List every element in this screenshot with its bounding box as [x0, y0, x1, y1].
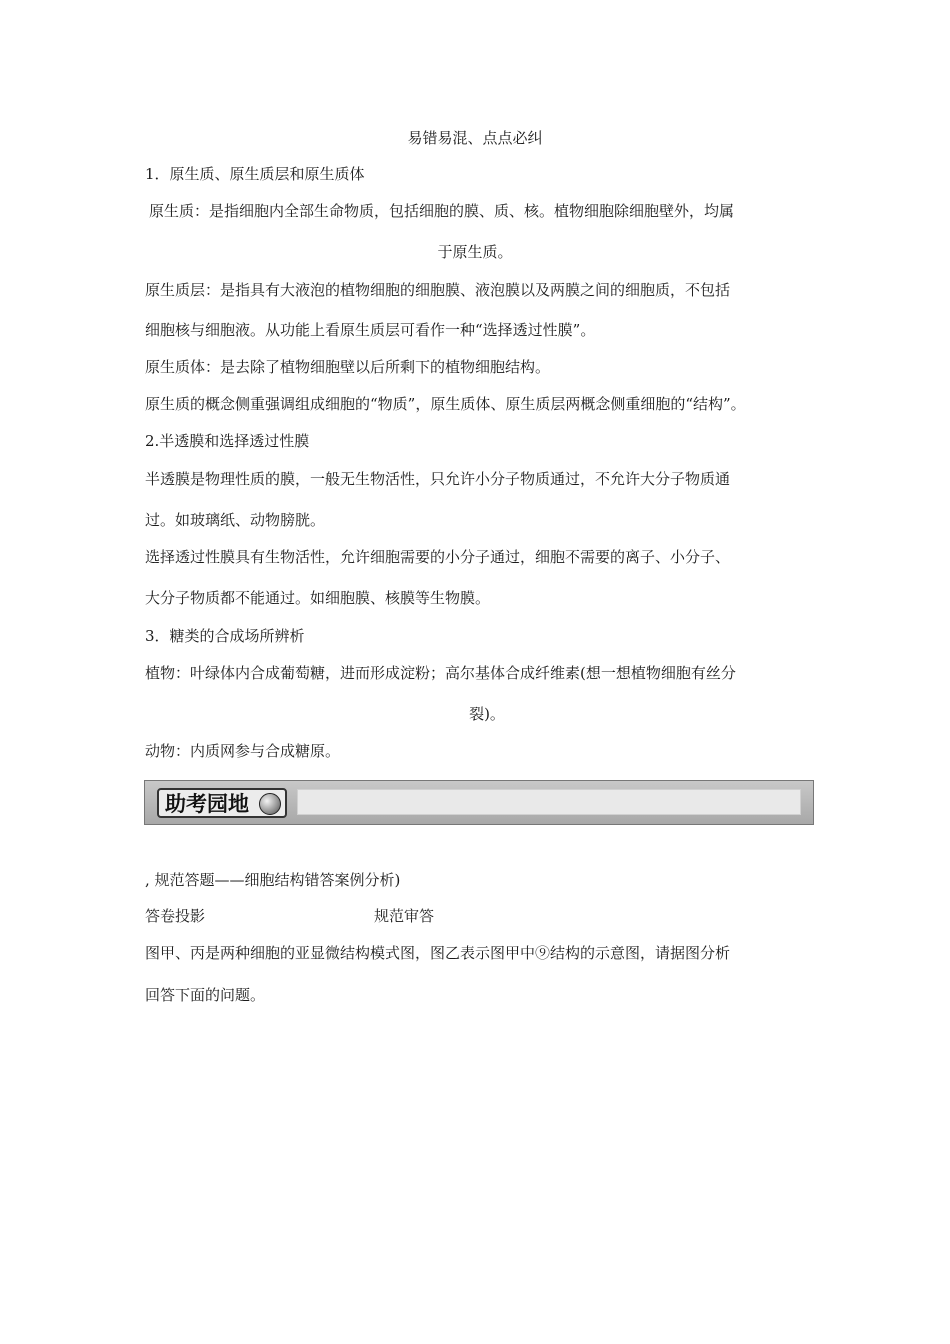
- protoplast-definition: 原生质体：是去除了植物细胞壁以后所剩下的植物细胞结构。: [145, 358, 551, 376]
- sphere-icon: [259, 793, 281, 815]
- section-2-heading: 2.半透膜和选择透过性膜: [145, 432, 310, 450]
- selective-membrane-text: 选择透过性膜具有生物活性，允许细胞需要的小分子通过，细胞不需要的离子、小分子、: [145, 548, 731, 566]
- banner-label-box: [157, 788, 287, 818]
- protoplast-layer-definition: 原生质层：是指具有大液泡的植物细胞的细胞膜、液泡膜以及两膜之间的细胞质，不包括: [145, 281, 731, 299]
- question-text-cont: 回答下面的问题。: [145, 986, 266, 1004]
- protoplasm-definition: 原生质：是指细胞内全部生命物质，包括细胞的膜、质、核。植物细胞除细胞壁外，均属: [149, 202, 735, 220]
- section-3-heading: 3．糖类的合成场所辨析: [145, 627, 305, 645]
- standard-review-label: 规范审答: [374, 907, 435, 925]
- protoplast-layer-definition-cont: 细胞核与细胞液。从功能上看原生质层可看作一种“选择透过性膜”。: [145, 321, 596, 339]
- semipermeable-membrane-text-cont: 过。如玻璃纸、动物膀胱。: [145, 511, 326, 529]
- plant-sugar-synthesis: 植物：叶绿体内合成葡萄糖，进而形成淀粉；高尔基体合成纤维素(想一想植物细胞有丝分: [145, 664, 736, 682]
- answer-projection-label: 答卷投影: [145, 907, 206, 925]
- semipermeable-membrane-text: 半透膜是物理性质的膜，一般无生物活性，只允许小分子物质通过，不允许大分子物质通: [145, 470, 731, 488]
- concept-comparison: 原生质的概念侧重强调组成细胞的“物质”，原生质体、原生质层两概念侧重细胞的“结构”。: [145, 395, 746, 413]
- section-1-heading: 1．原生质、原生质层和原生质体: [145, 165, 365, 183]
- page-title: 易错易混、点点必纠: [407, 129, 543, 147]
- study-aid-banner: [144, 780, 814, 825]
- animal-sugar-synthesis: 动物：内质网参与合成糖原。: [145, 742, 341, 760]
- banner-label: 助考园地: [165, 792, 249, 816]
- protoplasm-definition-cont: 于原生质。: [437, 243, 513, 261]
- case-heading: , 规范答题——细胞结构错答案例分析): [145, 871, 401, 889]
- banner-strip: [297, 789, 801, 815]
- question-text: 图甲、丙是两种细胞的亚显微结构模式图，图乙表示图甲中⑨结构的示意图，请据图分析: [145, 944, 731, 962]
- plant-sugar-synthesis-cont: 裂)。: [469, 705, 505, 723]
- selective-membrane-text-cont: 大分子物质都不能通过。如细胞膜、核膜等生物膜。: [145, 589, 491, 607]
